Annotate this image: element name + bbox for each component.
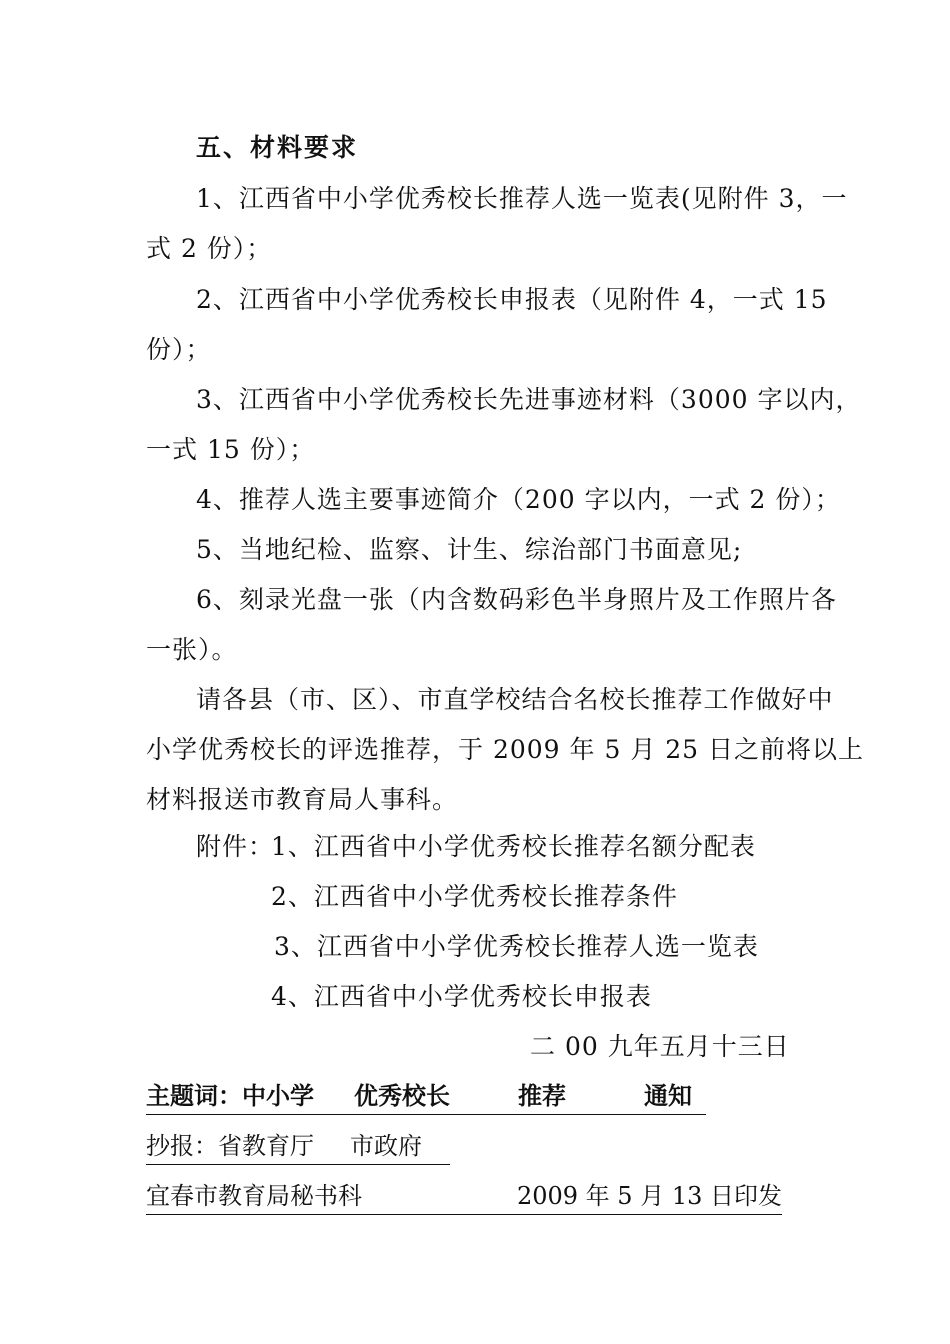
keyword: 推荐: [518, 1081, 566, 1110]
request-line-1: 请各县（市、区）、市直学校结合名校长推荐工作做好中: [196, 685, 834, 714]
issue-date-signature: 二 00 九年五月十三日: [530, 1032, 790, 1061]
item-1-line-2: 式 2 份）；: [146, 234, 273, 263]
cc-label: 抄报：: [146, 1132, 218, 1160]
attachment-item: 1、江西省中小学优秀校长推荐名额分配表: [271, 832, 756, 861]
keywords-label: 主题词：: [146, 1081, 242, 1110]
issuer-row: [146, 1178, 782, 1215]
item-6-line-1: 6、刻录光盘一张（内含数码彩色半身照片及工作照片各: [196, 585, 837, 614]
item-3-line-2: 一式 15 份）；: [146, 435, 316, 464]
item-2-line-2: 份）；: [146, 335, 212, 364]
issuer-name: 宜春市教育局秘书科: [146, 1182, 362, 1210]
item-5-line-1: 5、当地纪检、监察、计生、综治部门书面意见;: [196, 535, 743, 564]
item-3-line-1: 3、江西省中小学优秀校长先进事迹材料（3000 字以内，: [196, 385, 862, 414]
keyword: 通知: [644, 1081, 692, 1110]
attachment-item: 3、江西省中小学优秀校长推荐人选一览表: [274, 932, 759, 961]
item-4-line-1: 4、推荐人选主要事迹简介（200 字以内，一式 2 份）；: [196, 485, 841, 514]
keyword: 中小学: [242, 1081, 314, 1110]
item-6-line-2: 一张）。: [146, 635, 238, 664]
item-2-line-1: 2、江西省中小学优秀校长申报表（见附件 4，一式 15: [196, 285, 828, 314]
cc-row: [146, 1128, 450, 1165]
attachment-item: 4、江西省中小学优秀校长申报表: [271, 982, 652, 1011]
request-line-3: 材料报送市教育局人事科。: [146, 785, 459, 814]
attachments-prefix: 附件：: [196, 832, 275, 861]
section-heading: 五、材料要求: [196, 133, 359, 162]
request-line-2: 小学优秀校长的评选推荐，于 2009 年 5 月 25 日之前将以上: [146, 735, 865, 764]
print-date: 2009 年 5 月 13 日印发: [516, 1182, 782, 1210]
keyword: 优秀校长: [354, 1081, 450, 1110]
item-1-line-1: 1、江西省中小学优秀校长推荐人选一览表(见附件 3，一: [196, 184, 848, 213]
cc-recipient: 省教育厅: [218, 1132, 314, 1160]
cc-recipient: 市政府: [350, 1132, 422, 1160]
attachment-item: 2、江西省中小学优秀校长推荐条件: [271, 882, 678, 911]
keywords-row: [146, 1078, 706, 1115]
